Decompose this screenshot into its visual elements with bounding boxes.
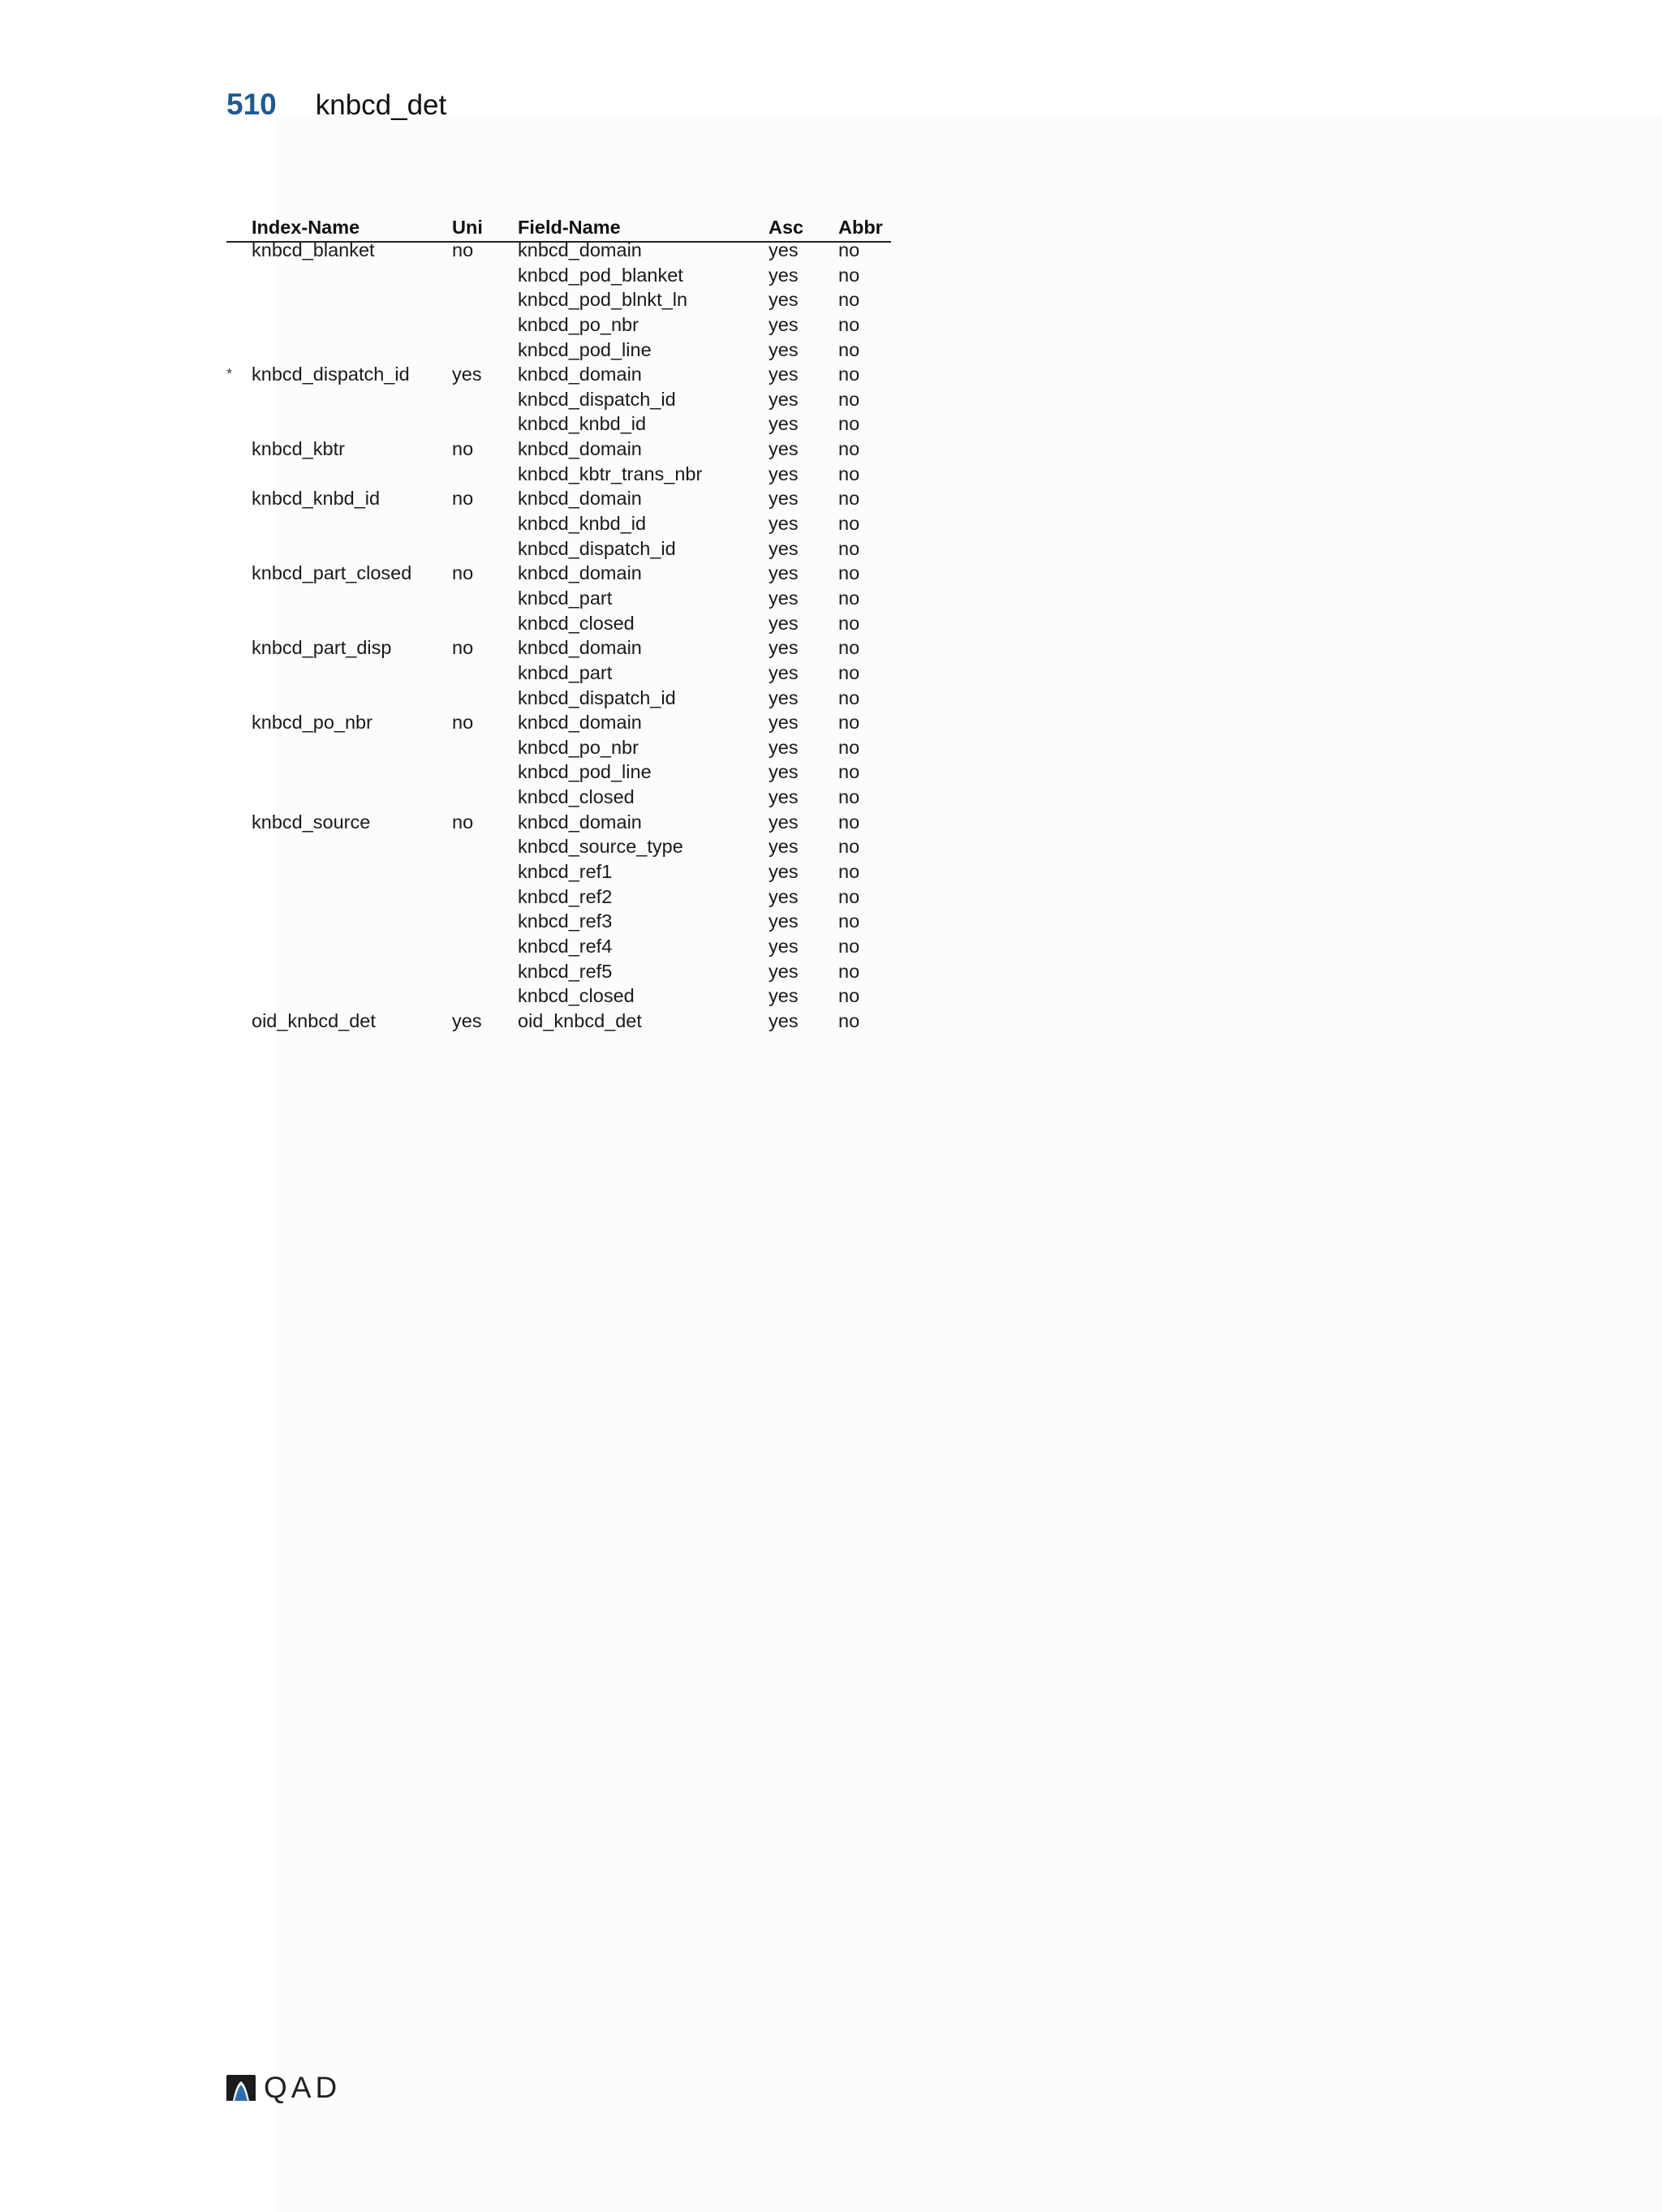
cell-asc: yes bbox=[769, 289, 799, 311]
cell-index-name: knbcd_dispatch_id bbox=[252, 364, 410, 385]
table-row bbox=[226, 287, 891, 312]
table-row bbox=[226, 387, 891, 412]
cell-asc: yes bbox=[769, 910, 799, 932]
column-header-field-name: Field-Name bbox=[518, 217, 621, 238]
cell-abbr: no bbox=[838, 637, 860, 659]
page-title: knbcd_det bbox=[315, 89, 447, 121]
cell-field-name: knbcd_knbd_id bbox=[518, 413, 647, 435]
page-number: 510 bbox=[226, 88, 277, 121]
table-row bbox=[226, 710, 891, 735]
cell-index-name: knbcd_knbd_id bbox=[252, 488, 381, 510]
cell-abbr: no bbox=[838, 413, 860, 435]
cell-index-name: knbcd_part_closed bbox=[252, 562, 412, 584]
cell-asc: yes bbox=[769, 686, 799, 708]
cell-uni: no bbox=[452, 239, 474, 260]
table-row bbox=[226, 959, 891, 984]
cell-field-name: knbcd_domain bbox=[518, 637, 642, 659]
cell-field-name: knbcd_pod_line bbox=[518, 338, 652, 360]
table-row bbox=[226, 511, 891, 536]
cell-abbr: no bbox=[838, 910, 860, 932]
cell-abbr: no bbox=[838, 935, 860, 957]
cell-abbr: no bbox=[838, 761, 860, 783]
cell-index-name: oid_knbcd_det bbox=[252, 1009, 376, 1031]
cell-field-name: knbcd_closed bbox=[518, 786, 635, 808]
cell-field-name: knbcd_dispatch_id bbox=[518, 388, 676, 410]
table-row bbox=[226, 462, 891, 487]
cell-uni: no bbox=[452, 712, 474, 734]
table-row bbox=[226, 1009, 891, 1034]
cell-abbr: no bbox=[838, 587, 860, 609]
cell-abbr: no bbox=[838, 562, 860, 584]
column-header-asc: Asc bbox=[769, 217, 804, 238]
cell-asc: yes bbox=[769, 388, 799, 410]
column-header-uni: Uni bbox=[452, 217, 483, 238]
cell-abbr: no bbox=[838, 960, 860, 982]
cell-uni: no bbox=[452, 562, 474, 584]
cell-asc: yes bbox=[769, 338, 799, 360]
cell-abbr: no bbox=[838, 811, 860, 833]
qad-logo bbox=[225, 2071, 341, 2105]
cell-uni: no bbox=[452, 488, 474, 510]
cell-asc: yes bbox=[769, 985, 799, 1007]
table-row bbox=[226, 785, 891, 810]
cell-asc: yes bbox=[769, 587, 799, 609]
cell-field-name: knbcd_pod_line bbox=[518, 761, 652, 783]
cell-field-name: knbcd_domain bbox=[518, 438, 642, 460]
cell-uni: yes bbox=[452, 1009, 482, 1031]
cell-field-name: knbcd_ref1 bbox=[518, 861, 613, 883]
table-row bbox=[226, 686, 891, 711]
cell-uni: yes bbox=[452, 364, 482, 385]
cell-asc: yes bbox=[769, 264, 799, 286]
cell-field-name: knbcd_domain bbox=[518, 364, 642, 385]
cell-asc: yes bbox=[769, 786, 799, 808]
cell-asc: yes bbox=[769, 885, 799, 907]
cell-asc: yes bbox=[769, 960, 799, 982]
cell-uni: no bbox=[452, 637, 474, 659]
table-row bbox=[226, 635, 891, 661]
cell-abbr: no bbox=[838, 985, 860, 1007]
cell-abbr: no bbox=[838, 388, 860, 410]
qad-logo-icon bbox=[225, 2073, 257, 2102]
cell-uni: no bbox=[452, 811, 474, 833]
table-row bbox=[226, 586, 891, 611]
table-row bbox=[226, 312, 891, 338]
cell-abbr: no bbox=[838, 537, 860, 559]
cell-field-name: knbcd_po_nbr bbox=[518, 736, 639, 758]
table-row bbox=[226, 238, 891, 263]
cell-abbr: no bbox=[838, 438, 860, 460]
cell-asc: yes bbox=[769, 836, 799, 858]
cell-asc: yes bbox=[769, 761, 799, 783]
cell-abbr: no bbox=[838, 313, 860, 335]
table-row bbox=[226, 983, 891, 1009]
cell-asc: yes bbox=[769, 463, 799, 484]
cell-index-name: knbcd_po_nbr bbox=[252, 712, 372, 734]
table-row bbox=[226, 611, 891, 636]
logo-text: QAD bbox=[264, 2071, 342, 2104]
table-row bbox=[226, 735, 891, 760]
table-row bbox=[226, 486, 891, 511]
cell-field-name: knbcd_po_nbr bbox=[518, 313, 639, 335]
cell-abbr: no bbox=[838, 836, 860, 858]
cell-field-name: knbcd_ref5 bbox=[518, 960, 613, 982]
cell-abbr: no bbox=[838, 488, 860, 510]
table-row bbox=[226, 536, 891, 562]
cell-abbr: no bbox=[838, 686, 860, 708]
cell-asc: yes bbox=[769, 861, 799, 883]
index-table bbox=[226, 213, 891, 1034]
cell-abbr: no bbox=[838, 463, 860, 484]
cell-abbr: no bbox=[838, 712, 860, 734]
cell-asc: yes bbox=[769, 637, 799, 659]
cell-asc: yes bbox=[769, 313, 799, 335]
table-row bbox=[226, 362, 891, 387]
cell-asc: yes bbox=[769, 239, 799, 260]
cell-asc: yes bbox=[769, 364, 799, 385]
cell-field-name: knbcd_domain bbox=[518, 488, 642, 510]
table-row bbox=[226, 884, 891, 910]
cell-field-name: knbcd_closed bbox=[518, 985, 635, 1007]
cell-abbr: no bbox=[838, 289, 860, 311]
table-row bbox=[226, 834, 891, 859]
cell-abbr: no bbox=[838, 239, 860, 260]
cell-field-name: knbcd_dispatch_id bbox=[518, 537, 676, 559]
cell-field-name: knbcd_pod_blanket bbox=[518, 264, 683, 286]
cell-index-name: knbcd_part_disp bbox=[252, 637, 392, 659]
cell-asc: yes bbox=[769, 488, 799, 510]
cell-field-name: knbcd_dispatch_id bbox=[518, 686, 676, 708]
table-row bbox=[226, 909, 891, 934]
cell-field-name: knbcd_source_type bbox=[518, 836, 683, 858]
page-header bbox=[226, 88, 446, 133]
table-row bbox=[226, 859, 891, 884]
cell-field-name: knbcd_ref4 bbox=[518, 935, 613, 957]
cell-index-name: knbcd_blanket bbox=[252, 239, 375, 260]
cell-field-name: knbcd_domain bbox=[518, 811, 642, 833]
cell-field-name: knbcd_closed bbox=[518, 612, 635, 634]
cell-abbr: no bbox=[838, 264, 860, 286]
index-marker: * bbox=[226, 366, 233, 383]
cell-asc: yes bbox=[769, 661, 799, 683]
cell-abbr: no bbox=[838, 861, 860, 883]
cell-abbr: no bbox=[838, 338, 860, 360]
cell-asc: yes bbox=[769, 438, 799, 460]
cell-abbr: no bbox=[838, 364, 860, 385]
cell-uni: no bbox=[452, 438, 474, 460]
cell-asc: yes bbox=[769, 1009, 799, 1031]
cell-abbr: no bbox=[838, 885, 860, 907]
cell-field-name: knbcd_domain bbox=[518, 562, 642, 584]
column-header-abbr: Abbr bbox=[838, 217, 883, 238]
table-row bbox=[226, 263, 891, 288]
table-row bbox=[226, 810, 891, 835]
cell-asc: yes bbox=[769, 935, 799, 957]
cell-field-name: knbcd_part bbox=[518, 587, 613, 609]
cell-abbr: no bbox=[838, 786, 860, 808]
cell-abbr: no bbox=[838, 612, 860, 634]
cell-asc: yes bbox=[769, 562, 799, 584]
cell-field-name: knbcd_domain bbox=[518, 239, 642, 260]
cell-field-name: oid_knbcd_det bbox=[518, 1009, 642, 1031]
cell-abbr: no bbox=[838, 736, 860, 758]
table-row bbox=[226, 661, 891, 686]
cell-index-name: knbcd_source bbox=[252, 811, 371, 833]
cell-asc: yes bbox=[769, 811, 799, 833]
cell-asc: yes bbox=[769, 612, 799, 634]
column-header-index-name: Index-Name bbox=[252, 217, 360, 238]
cell-field-name: knbcd_kbtr_trans_nbr bbox=[518, 463, 703, 484]
cell-field-name: knbcd_ref3 bbox=[518, 910, 613, 932]
table-row bbox=[226, 338, 891, 363]
table-row bbox=[226, 934, 891, 959]
cell-asc: yes bbox=[769, 513, 799, 535]
cell-abbr: no bbox=[838, 1009, 860, 1031]
cell-field-name: knbcd_ref2 bbox=[518, 885, 613, 907]
cell-field-name: knbcd_domain bbox=[518, 712, 642, 734]
cell-abbr: no bbox=[838, 513, 860, 535]
cell-asc: yes bbox=[769, 712, 799, 734]
cell-field-name: knbcd_part bbox=[518, 661, 613, 683]
cell-abbr: no bbox=[838, 661, 860, 683]
table-row bbox=[226, 437, 891, 462]
cell-asc: yes bbox=[769, 736, 799, 758]
cell-field-name: knbcd_knbd_id bbox=[518, 513, 647, 535]
cell-field-name: knbcd_pod_blnkt_ln bbox=[518, 289, 688, 311]
cell-asc: yes bbox=[769, 413, 799, 435]
table-row bbox=[226, 411, 891, 437]
cell-asc: yes bbox=[769, 537, 799, 559]
cell-index-name: knbcd_kbtr bbox=[252, 438, 345, 460]
table-row bbox=[226, 561, 891, 586]
table-row bbox=[226, 760, 891, 785]
